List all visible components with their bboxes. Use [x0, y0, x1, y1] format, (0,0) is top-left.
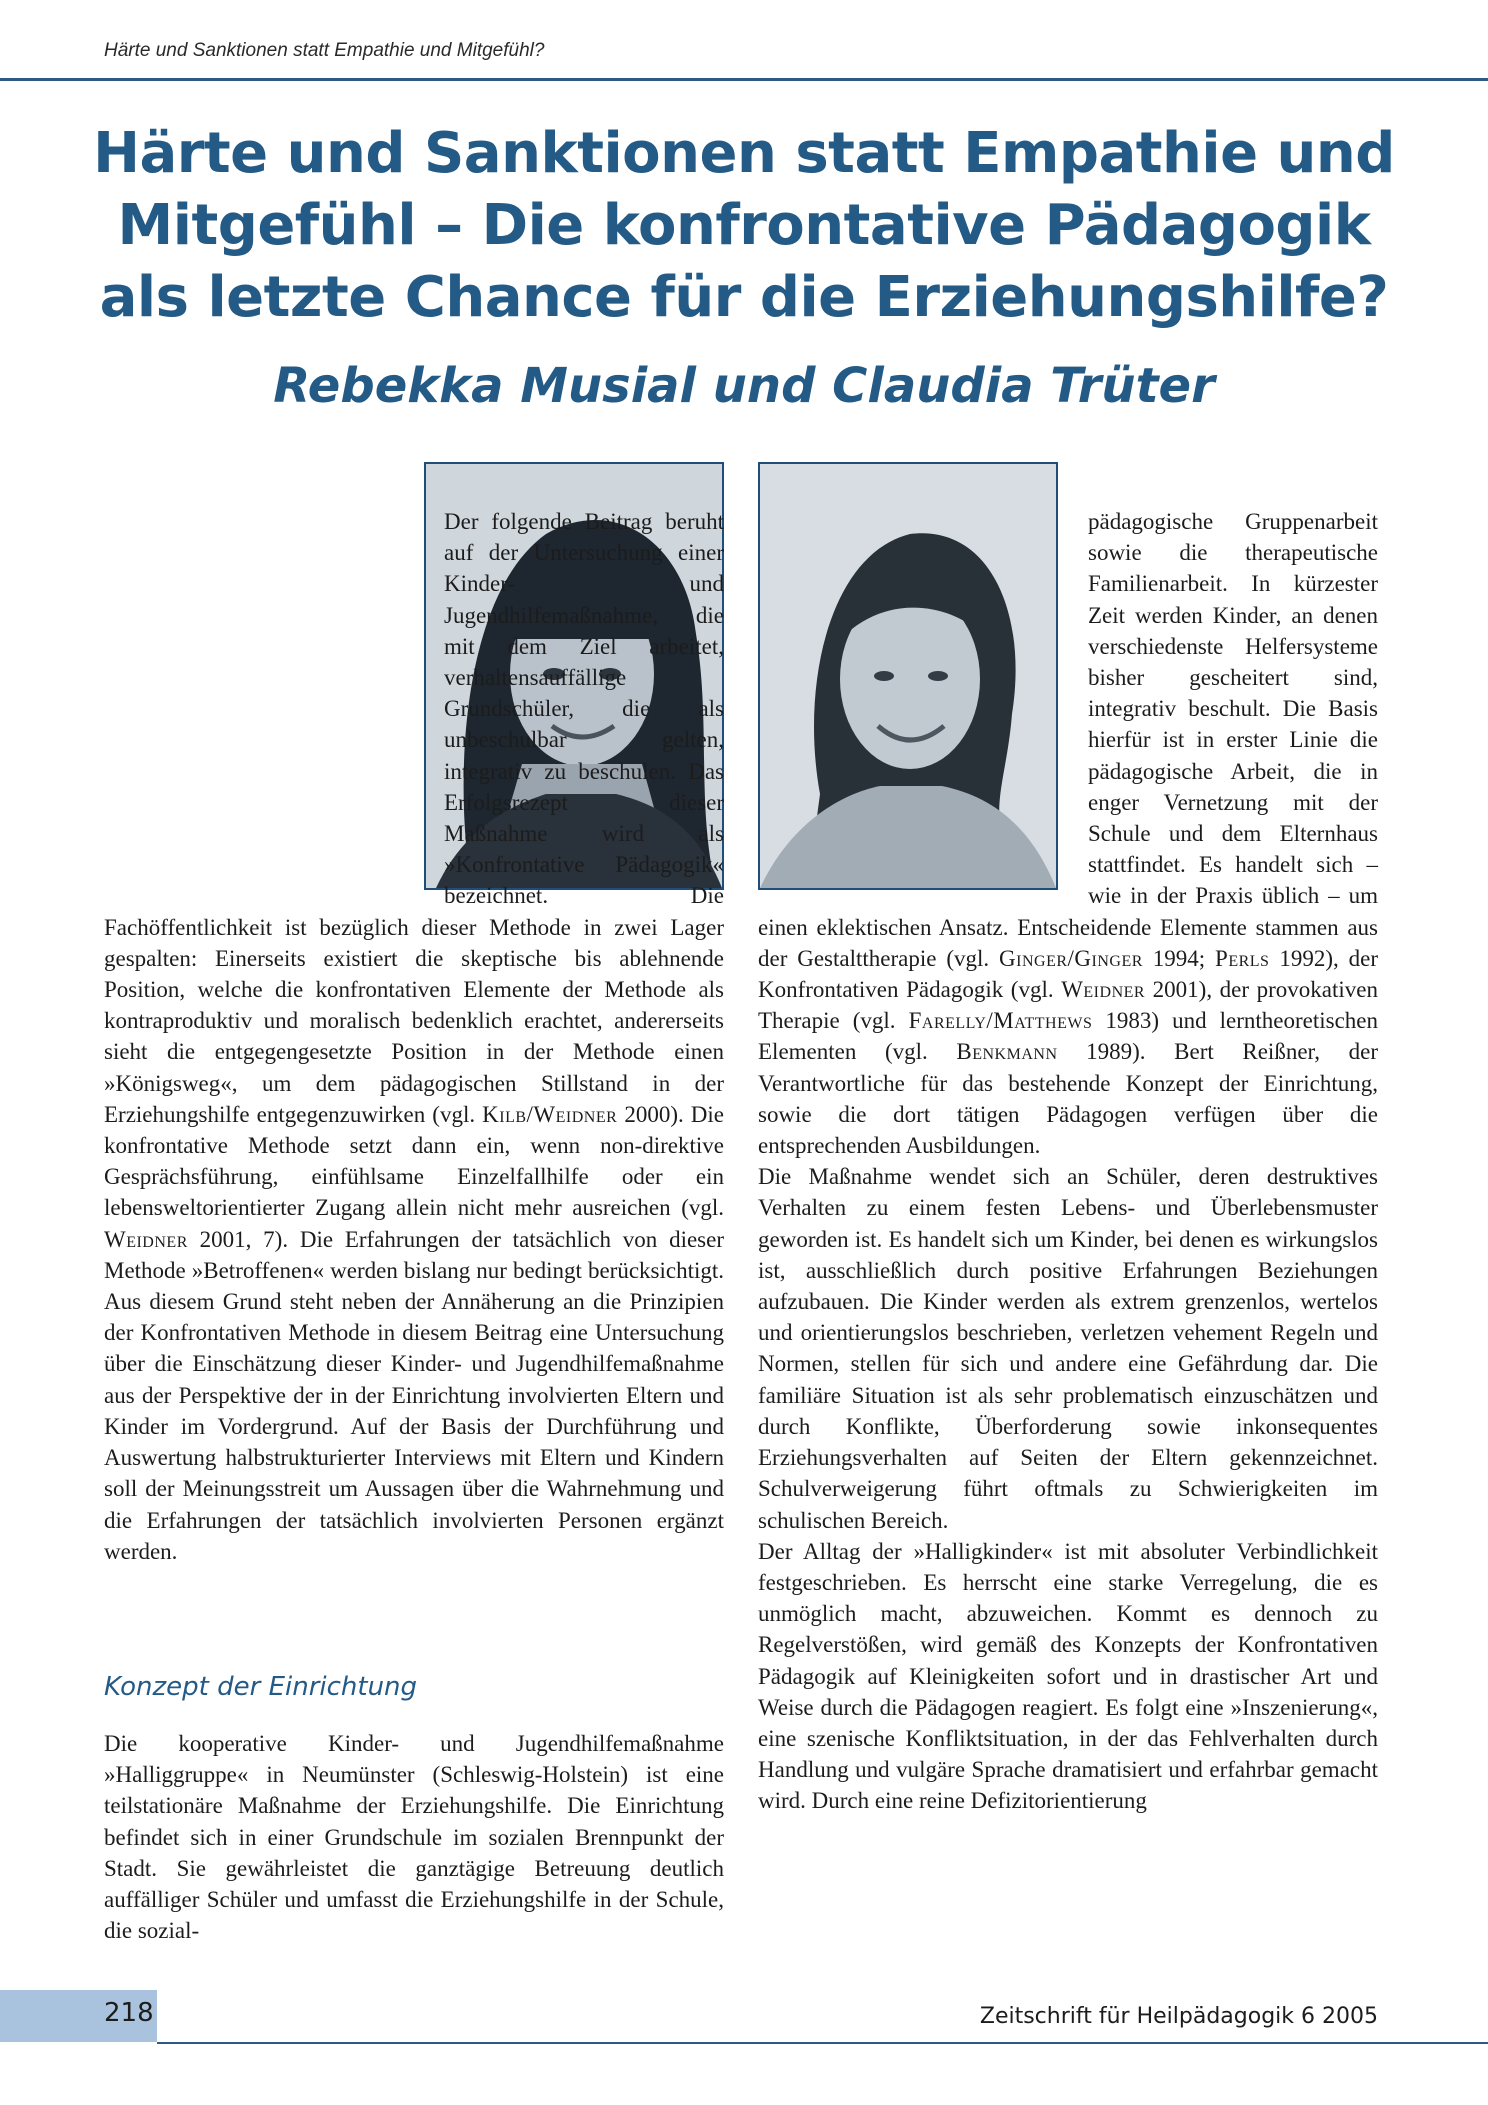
citation-kilb-weidner: Kilb/Weidner [482, 1101, 618, 1127]
page-number: 218 [104, 1998, 154, 2028]
right-text-e: 1983) und lerntheoretischen Elementen (vgl. [758, 1008, 1379, 1065]
right-text-f: 1989). Bert Reißner, der Verantwortliche für das bestehende Konzept der Einrichtung, sowie die dort tätigen Pädagogen verfügen über die entsprechenden Ausbildungen. [758, 1039, 1378, 1159]
right-column [758, 506, 1378, 1817]
header-rule [0, 78, 1488, 81]
footer-rule [157, 2042, 1488, 2044]
section-heading: Konzept der Einrichtung [104, 1672, 418, 1702]
article-title: Härte und Sanktionen statt Empathie und Mitgefühl – Die konfrontative Pädagogik als letzte Chance für die Erziehungshilfe? [93, 121, 1395, 330]
left-column-section [104, 1728, 724, 1946]
citation-benkmann: Benkmann [956, 1039, 1058, 1065]
intro-text-a: Der folgende Beitrag beruht auf der Untersuchung einer Kinder- und Jugendhilfemaßnahme, die mit dem Ziel arbeitet, verhaltensauffällige Grundschüler, die als unbeschulbar gelten, integrativ zu beschulen. Das Erfolgsrezept dieser Maßnahme wird als »Konfrontative Pädagogik« bezeichnet. Die Fachöffentlichkeit ist bezüglich dieser Methode in zwei Lager gespalten: Einerseits existiert die skeptische bis ablehnende Position, welche die konfrontativen Elemente der Methode als kontraproduktiv und moralisch bedenklich erachtet, andererseits sieht die entgegengesetzte Position in der Methode einen »Königsweg«, um dem pädagogischen Stillstand in der Erziehungshilfe entgegenzuwirken (vgl. [104, 509, 724, 1127]
right-text-a: pädagogische Gruppenarbeit sowie die therapeutische Familienarbeit. In kürzester Zeit werden Kinder, an denen verschiedenste Helfersysteme bisher gescheitert sind, integrativ beschult. Die Basis hierfür ist in erster Linie die pädagogische Arbeit, die in enger Vernetzung mit der Schule und dem Elternhaus stattfindet. Es handelt sich – wie in der Praxis üblich – um einen eklektischen Ansatz. Entscheidende Elemente stammen aus der Gestalttherapie (vgl. [758, 509, 1378, 971]
citation-ginger: Ginger/Ginger [999, 945, 1143, 971]
running-head: Härte und Sanktionen statt Empathie und Mitgefühl? [104, 40, 545, 61]
right-paragraph-3: Der Alltag der »Halligkinder« ist mit absoluter Verbindlichkeit festgeschrieben. Es herrscht eine starke Verregelung, die es unmöglich macht, abzuweichen. Kommt es dennoch zu Regelverstößen, wird gemäß des Konzepts der Konfrontativen Pädagogik auf Kleinigkeiten sofort und in drastischer Art und Weise durch die Pädagogen reagiert. Es folgt eine »Inszenierung«, eine szenische Konfliktsituation, in der das Fehlverhalten durch Handlung und vulgäre Sprache dramatisiert und erfahrbar gemacht wird. Durch eine reine Defizitorientierung [758, 1538, 1378, 1814]
right-paragraph-2: Die Maßnahme wendet sich an Schüler, deren destruktives Verhalten zu einem festen Lebens- und Überlebensmuster geworden ist. Es handelt sich um Kinder, bei denen es wirkungslos ist, ausschließlich durch positive Erfahrungen Beziehungen aufzubauen. Die Kinder werden als extrem grenzenlos, wertelos und orientierungslos beschrieben, verletzen vehement Regeln und Normen, stellen für sich und andere eine Gefährdung dar. Die familiäre Situation ist als sehr problematisch einzuschätzen und durch Konflikte, Überforderung sowie inkonsequentes Erziehungsverhalten auf Seiten der Eltern gekennzeichnet. Schulverweigerung führt oftmals zu Schwierigkeiten im schulischen Bereich. [758, 1164, 1378, 1533]
right-text-d: 2001), der provokativen Therapie (vgl. [758, 977, 1378, 1034]
photo-spacer-left [104, 506, 444, 898]
left-column-intro [104, 506, 724, 1567]
citation-farelly: Farelly/Matthews [908, 1008, 1093, 1034]
right-text-b: 1994; [1142, 945, 1216, 971]
concept-paragraph: Die kooperative Kinder- und Jugendhilfemaßnahme »Halliggruppe« in Neumünster (Schleswig-Holstein) ist eine teilstationäre Maßnahme der Erziehungshilfe. Die Einrichtung befindet sich in einer Grundschule im sozialen Brennpunkt der Stadt. Sie gewährleistet die ganztägige Betreuung deutlich auffälliger Schüler und umfasst die Erziehungshilfe in der Schule, die sozial- [104, 1731, 724, 1944]
right-text-c: 1992), der Konfrontativen Pädagogik (vgl. [758, 945, 1378, 1003]
article-authors: Rebekka Musial und Claudia Trüter [273, 358, 1215, 414]
citation-perls: Perls [1215, 945, 1270, 971]
photo-spacer-right [758, 506, 1088, 898]
citation-weidner: Weidner [104, 1226, 188, 1252]
intro-text-b: 2000). Die konfrontative Methode setzt dann ein, wenn non-direktive Gesprächsführung, einfühlsame Einzelfallhilfe oder ein lebensweltorientierter Zugang allein nicht mehr ausreichen (vgl. [104, 1101, 724, 1221]
journal-citation: Zeitschrift für Heilpädagogik 6 2005 [979, 2004, 1378, 2029]
intro-text-c: 2001, 7). Die Erfahrungen der tatsächlich von dieser Methode »Betroffenen« werden bislang nur bedingt berücksichtigt. Aus diesem Grund steht neben der Annäherung an die Prinzipien der Konfrontativen Methode in diesem Beitrag eine Untersuchung über die Einschätzung dieser Kinder- und Jugendhilfemaßnahme aus der Perspektive der in der Einrichtung involvierten Eltern und Kinder im Vordergrund. Auf der Basis der Durchführung und Auswertung halbstrukturierter Interviews mit Eltern und Kindern soll der Meinungsstreit um Aussagen über die Wahrnehmung und die Erfahrungen der tatsächlich involvierten Personen ergänzt werden. [104, 1226, 724, 1564]
citation-weidner-2: Weidner [1061, 977, 1146, 1003]
